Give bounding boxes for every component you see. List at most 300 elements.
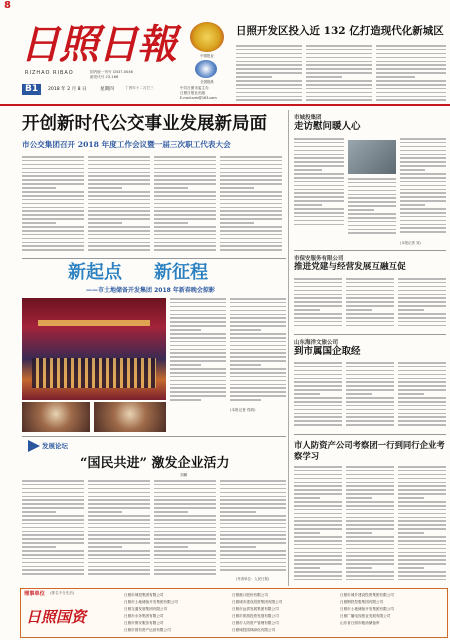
text-line [346,401,394,403]
text-line [88,484,150,486]
text-line [400,196,446,198]
text-line [230,302,286,304]
text-line [294,389,342,391]
text-line [398,381,446,383]
text-line [154,503,216,505]
s2-headline: 推进党建与经营发展互融互促 [294,262,406,272]
text-line [306,96,372,98]
text-line [348,201,396,203]
text-line [346,544,394,546]
text-line [88,226,150,228]
text-line [398,524,446,526]
text-line [170,376,226,378]
text-line [170,345,226,347]
text-line [154,183,216,185]
text-line [346,405,394,407]
member-name: 日照城市建设投资集团有限公司 [232,600,283,604]
text-line [400,212,446,214]
text-line [154,238,216,240]
text-line [398,424,446,426]
forum-byline: 刘鹏 [180,473,188,477]
text-line [88,569,150,571]
text-line [400,181,446,183]
text-line [346,532,372,534]
text-line [346,571,394,573]
text-line [154,515,216,517]
text-line [398,544,446,546]
text-line [346,489,394,491]
text-line [22,503,84,505]
text-line [154,511,188,513]
text-line [230,314,286,316]
text-line [22,156,84,158]
masthead-rule [0,104,450,106]
text-line [230,333,286,335]
contact-email: E-mail:rzrb@163.com [180,96,217,100]
text-line [398,497,424,499]
text-line [346,524,394,526]
text-line [294,301,342,303]
text-line [346,466,394,468]
text-line [230,372,286,374]
text-line [88,527,150,529]
text-line [346,555,394,557]
text-line [88,515,150,517]
text-line [22,546,56,548]
text-line [22,195,84,197]
text-line [220,242,282,244]
text-line [294,290,342,292]
text-line [376,76,415,78]
text-line [230,399,261,401]
lead-subhead: 市公交集团召开 2018 年度工作会议暨一届三次职工代表大会 [22,140,231,149]
text-line [346,552,394,554]
text-line [230,349,286,351]
text-line [376,49,446,51]
masthead-logo: 日照日報 [20,21,176,68]
text-line [294,493,342,495]
text-line [294,154,344,156]
text-line [398,536,446,538]
text-line [398,294,446,296]
text-line [398,378,446,380]
text-line [400,150,446,152]
text-line [220,168,282,170]
text-line [346,482,394,484]
member-name: 日照交通发展集团有限公司 [124,607,168,611]
text-line [294,157,344,159]
member-name: 山东省日照市粮油储备库 [340,621,380,625]
text-line [236,64,302,66]
text-line [294,204,322,206]
text-line [154,191,216,193]
text-line [154,542,216,544]
text-line [294,424,342,426]
text-line [220,523,286,525]
text-line [88,179,150,181]
text-line [22,566,84,568]
text-line [346,485,394,487]
text-line [154,175,216,177]
text-line [348,186,396,188]
text-line [22,210,84,212]
text-line [294,579,342,581]
text-line [400,142,446,144]
text-line [220,531,286,533]
text-line [154,172,216,174]
text-line [88,214,150,216]
text-line [398,393,424,395]
member-name: 日照市人防资产管理有限公司 [232,621,279,625]
text-line [398,282,446,284]
text-line [88,534,150,536]
text-line [154,195,216,197]
text-line [346,370,394,372]
text-line [88,168,150,170]
text-line [376,68,446,70]
text-line [294,282,342,284]
text-line [170,321,226,323]
text-line [230,298,286,300]
text-line [22,496,84,498]
text-line [348,217,396,219]
text-line [294,524,342,526]
feature-body-1 [170,298,226,406]
text-line [398,317,446,319]
text-line [294,489,342,491]
text-line [294,208,344,210]
text-line [398,389,446,391]
text-line [236,45,302,47]
text-line [22,183,84,185]
text-line [398,517,446,519]
text-line [306,99,372,101]
forum-body-4 [220,480,286,574]
text-line [170,306,226,308]
text-line [346,575,394,577]
text-line [376,57,446,59]
badge-caption-2: 全国报纸 [200,80,214,84]
text-line [230,391,286,393]
s1-body-1 [294,138,344,228]
text-line [230,337,286,339]
text-line [154,480,216,482]
text-line [170,384,226,386]
column-divider [288,110,289,586]
text-line [22,214,84,216]
text-line [294,378,342,380]
text-line [346,520,394,522]
text-line [88,511,122,513]
text-line [346,301,394,303]
text-line [22,534,84,536]
text-line [236,49,302,51]
member-grid [124,592,444,636]
text-line [88,558,150,560]
forum-tag [28,440,82,454]
text-line [220,480,286,482]
text-line [400,157,446,159]
text-line [398,413,446,415]
text-line [220,179,282,181]
text-line [22,569,84,571]
forum-rule [22,436,286,437]
member-name: 日照钢铁控股集团有限公司 [340,600,384,604]
text-line [346,509,394,511]
forum-tag-arrow-icon [28,440,40,452]
text-line [294,478,342,480]
text-line [346,470,394,472]
member-name: 日照市城投集团有限公司 [124,593,164,597]
text-line [294,520,342,522]
text-line [236,84,302,86]
text-line [154,550,216,552]
text-line [88,507,150,509]
text-line [154,496,216,498]
text-line [398,528,446,530]
publisher-line-1: 中共日照市委主办 [180,86,209,90]
text-line [346,325,394,327]
text-line [294,505,342,507]
text-line [22,558,84,560]
text-line [294,413,342,415]
s4-body-3 [398,466,446,584]
text-line [22,515,84,517]
text-line [236,57,302,59]
text-line [230,321,286,323]
text-line [294,169,322,171]
text-line [170,372,226,374]
feature-subtitle: ——市土地储备开发集团 2018 年新春晚会掠影 [86,287,215,294]
text-line [220,554,286,556]
text-line [236,68,302,70]
text-line [88,546,122,548]
text-line [220,207,282,209]
text-line [398,520,446,522]
text-line [88,562,150,564]
text-line [376,80,446,82]
text-line [170,380,226,382]
text-line [306,92,372,94]
text-line [22,238,84,240]
text-line [154,488,216,490]
text-line [170,337,226,339]
text-line [294,366,342,368]
text-line [398,325,446,327]
issue-weekday: 星期四 [100,87,114,92]
text-line [346,313,394,315]
text-line [236,99,302,101]
text-line [400,161,446,163]
s3-body-2 [346,362,394,432]
text-line [154,558,216,560]
text-line [220,558,286,560]
text-line [346,362,394,364]
text-line [398,362,446,364]
text-line [294,405,342,407]
text-line [294,548,342,550]
text-line [154,164,216,166]
text-line [220,191,282,193]
text-line [400,231,446,233]
text-line [348,182,396,184]
lead-body-col-3 [154,156,216,256]
text-line [294,374,342,376]
text-line [88,156,150,158]
member-name: 日照市国有资产运营有限公司 [124,628,171,632]
text-line [348,178,396,180]
text-line [306,72,372,74]
text-line [398,370,446,372]
text-line [294,470,342,472]
text-line [220,187,254,189]
text-line [220,496,286,498]
text-line [294,370,342,372]
text-line [220,534,286,536]
text-line [346,497,372,499]
top-right-headline: 日照开发区投入近 132 亿打造现代化新城区 [236,25,444,37]
text-line [294,497,320,499]
text-line [170,349,226,351]
text-line [294,309,320,311]
text-line [398,555,446,557]
text-line [376,92,446,94]
text-line [154,538,216,540]
text-line [170,360,226,362]
text-line [294,416,342,418]
text-line [88,210,150,212]
text-line [294,196,344,198]
text-line [170,352,226,354]
text-line [306,76,342,78]
text-line [230,356,286,358]
text-line [154,573,216,575]
s1-kicker: 市城投集团 [294,115,322,121]
text-line [346,397,394,399]
text-line [346,286,394,288]
text-line [154,562,216,564]
text-line [88,538,150,540]
text-line [294,401,342,403]
text-line [346,567,372,569]
feature-rule [22,258,286,259]
s1-headline: 走访慰问暖人心 [294,121,361,132]
text-line [88,499,150,501]
text-line [400,204,425,206]
text-line [88,203,150,205]
text-line [22,207,84,209]
text-line [346,548,394,550]
text-line [154,199,216,201]
text-line [88,496,150,498]
text-line [88,550,150,552]
text-line [230,395,286,397]
text-line [376,53,446,55]
text-line [346,474,394,476]
lead-headline: 开创新时代公交事业发展新局面 [22,114,267,134]
text-line [294,146,344,148]
text-line [22,542,84,544]
text-line [398,309,424,311]
text-line [22,511,56,513]
text-line [22,519,84,521]
text-line [230,310,286,312]
text-line [346,366,394,368]
forum-body-2 [88,480,150,580]
text-line [88,164,150,166]
text-line [306,68,372,70]
text-line [22,573,84,575]
text-line [294,466,342,468]
press-badge [190,22,224,52]
text-line [398,478,446,480]
text-line [376,61,446,63]
text-line [306,45,372,47]
text-line [230,368,286,370]
text-line [88,249,150,251]
text-line [236,80,302,82]
gala-performer-photo [22,402,90,432]
text-line [154,531,216,533]
member-name: 日照港口股份有限公司 [232,593,268,597]
text-line [88,480,150,482]
text-line [220,172,282,174]
text-line [294,294,342,296]
text-line [346,493,394,495]
text-line [346,305,394,307]
text-line [400,185,446,187]
text-line [154,218,216,220]
ad-brand-logo: 日照国资 [26,608,87,626]
badge-caption: 中国报业 [200,54,214,58]
text-line [154,187,188,189]
text-line [22,179,84,181]
text-line [398,305,446,307]
s2-kicker: 市保安服务有限公司 [294,256,344,262]
text-line [398,485,446,487]
text-line [154,179,216,181]
text-line [294,161,344,163]
text-line [236,76,272,78]
text-line [22,230,84,232]
text-line [346,309,372,311]
text-line [348,197,396,199]
text-line [220,199,282,201]
text-line [398,513,446,515]
text-line [170,391,226,393]
text-line [376,72,446,74]
text-line [22,523,84,525]
text-line [22,538,84,540]
text-line [230,380,286,382]
text-line [400,189,446,191]
issue-date: 2018 年 2 月 8 日 [48,87,87,92]
text-line [22,187,56,189]
text-line [294,286,342,288]
text-line [154,566,216,568]
text-line [236,92,302,94]
issue-code: 国内统一刊号 CN37-0046 [90,70,133,74]
text-line [220,183,282,185]
text-line [220,503,286,505]
text-line [22,226,84,228]
text-line [220,499,286,501]
text-line [236,53,302,55]
top-right-body-2 [306,45,372,105]
text-line [398,501,446,503]
text-line [220,527,286,529]
text-line [346,317,394,319]
